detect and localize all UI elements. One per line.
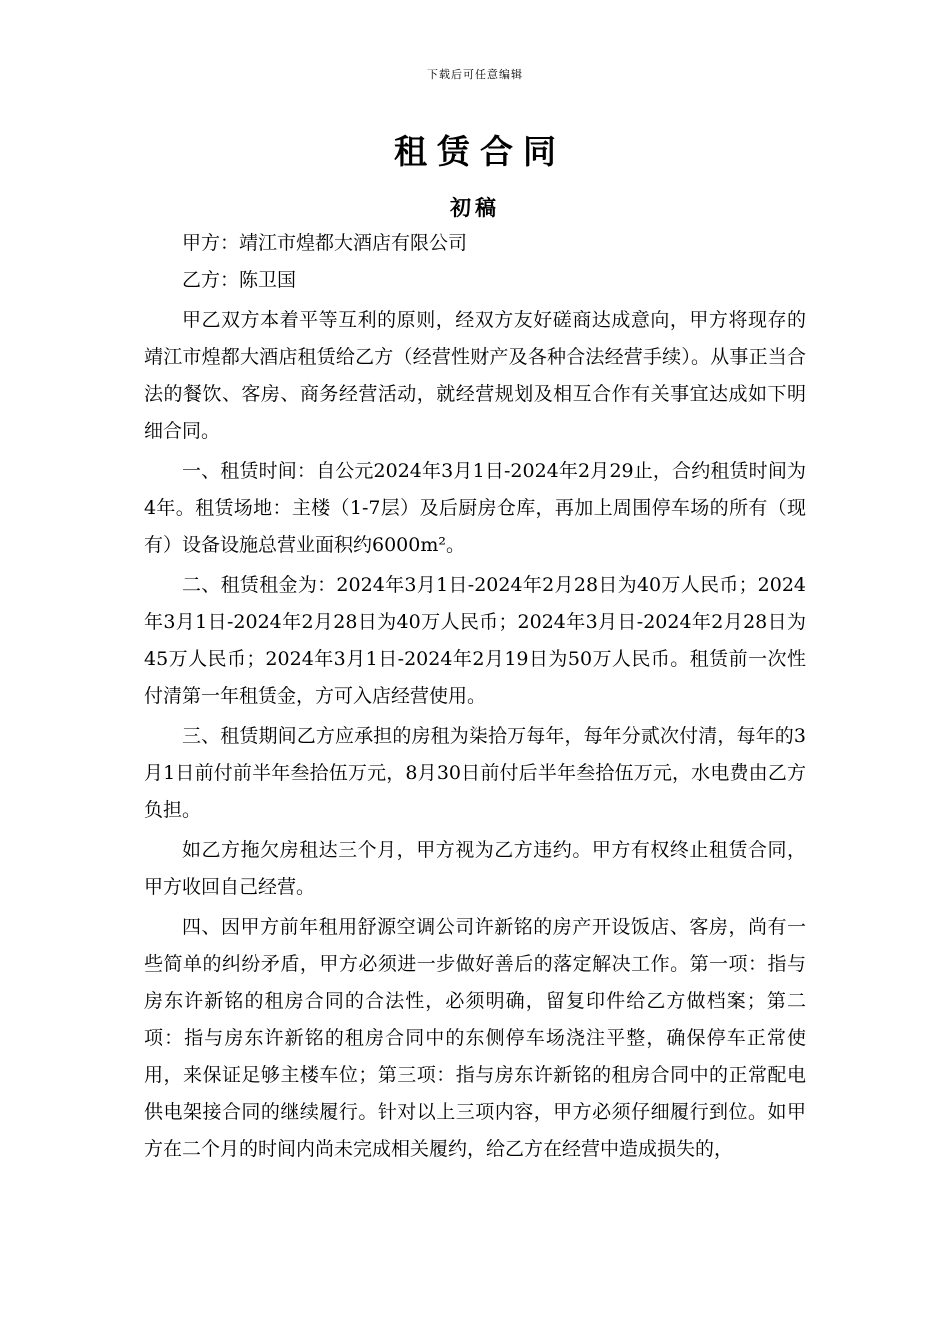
paragraph-clause-3-breach: 如乙方拖欠房租达三个月，甲方视为乙方违约。甲方有权终止租赁合同，甲方收回自己经营。 <box>144 839 806 898</box>
document-subtitle: 初稿 <box>450 195 500 220</box>
party-b: 乙方：陈卫国 <box>182 269 297 291</box>
header-note: 下载后可任意编辑 <box>427 68 523 81</box>
paragraph-clause-2: 二、租赁租金为：2024年3月1日-2024年2月28日为40万人民币；2024年3月1日-2024年2月28日为40万人民币；2024年3月日-2024年2月28日为45万人民币；2024年3月1日-2024年2月19日为50万人民币。租赁前一次性付清第一年租赁金，方可入店经营使用。 <box>144 574 806 707</box>
paragraph-clause-3: 三、租赁期间乙方应承担的房租为柒拾万每年，每年分贰次付清，每年的3月1日前付前半年叁拾伍万元，8月30日前付后半年叁拾伍万元，水电费由乙方负担。 <box>144 725 806 821</box>
paragraph-intro: 甲乙双方本着平等互利的原则，经双方友好磋商达成意向，甲方将现存的靖江市煌都大酒店租赁给乙方（经营性财产及各种合法经营手续）。从事正当合法的餐饮、客房、商务经营活动，就经营规划及相互合作有关事宜达成如下明细合同。 <box>144 309 806 442</box>
paragraph-clause-1: 一、租赁时间：自公元2024年3月1日-2024年2月29止，合约租赁时间为4年。租赁场地：主楼（1-7层）及后厨房仓库，再加上周围停车场的所有（现有）设备设施总营业面积约6000m²。 <box>144 460 806 556</box>
document-body <box>144 225 806 1168</box>
paragraph-clause-4: 四、因甲方前年租用舒源空调公司许新铭的房产开设饭店、客房，尚有一些简单的纠纷矛盾，甲方必须进一步做好善后的落定解决工作。第一项：指与房东许新铭的租房合同的合法性，必须明确，留复印件给乙方做档案；第二项：指与房东许新铭的租房合同中的东侧停车场浇注平整，确保停车正常使用，来保证足够主楼车位；第三项：指与房东许新铭的租房合同中的正常配电供电架接合同的继续履行。针对以上三项内容，甲方必须仔细履行到位。如甲方在二个月的时间内尚未完成相关履约，给乙方在经营中造成损失的， <box>144 916 806 1160</box>
party-a: 甲方：靖江市煌都大酒店有限公司 <box>182 232 468 254</box>
document-title: 租赁合同 <box>394 132 566 171</box>
